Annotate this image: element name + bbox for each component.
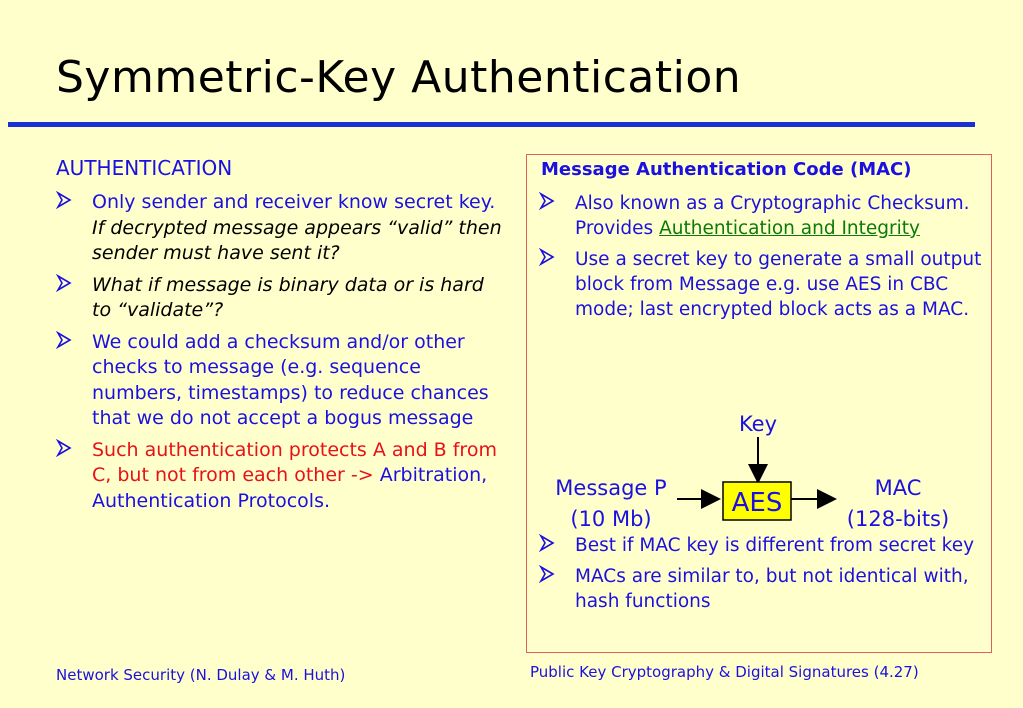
authentication-integrity-link[interactable]: Authentication and Integrity xyxy=(659,218,920,239)
message-input-label: Message P xyxy=(555,476,667,500)
bullet-text: Use a secret key to generate a small output block from Message e.g. use AES in CBC mode; last encrypted block acts as a MAC. xyxy=(575,249,982,320)
mac-bullets-bottom xyxy=(539,533,985,620)
mac-size-label: (128-bits) xyxy=(846,507,950,531)
arrowhead-bullet-icon xyxy=(539,534,555,552)
bullet-text: Also known as a Cryptographic Checksum. Provides xyxy=(575,193,970,239)
bullet-italic-text: What if message is binary data or is hard to “validate”? xyxy=(92,273,484,321)
mac-output-label: MAC xyxy=(874,476,922,500)
mac-panel xyxy=(526,154,992,653)
arrowhead-bullet-icon xyxy=(56,191,72,209)
arrowhead-bullet-icon xyxy=(56,439,72,457)
aes-label: AES xyxy=(731,488,783,518)
mac-bullet-4 xyxy=(539,564,985,614)
bullet-text: MACs are similar to, but not identical with, hash functions xyxy=(575,566,969,612)
bullet-text: Arbitration, Authentication Protocols. xyxy=(92,464,488,512)
left-column xyxy=(56,190,506,520)
left-bullet-4 xyxy=(56,438,506,515)
bullet-text: We could add a checksum and/or other checks to message (e.g. sequence numbers, timestamps) to reduce chances that we do not accept a bogus message xyxy=(92,330,489,429)
footer-slide-ref: Public Key Cryptography & Digital Signatures (4.27) xyxy=(530,663,919,681)
message-size-label: (10 Mb) xyxy=(570,507,652,531)
footer-course: Network Security (N. Dulay & M. Huth) xyxy=(56,666,346,684)
bullet-text: Best if MAC key is different from secret key xyxy=(575,535,975,556)
mac-heading: Message Authentication Code (MAC) xyxy=(541,159,912,180)
arrowhead-bullet-icon xyxy=(56,331,72,349)
title-divider xyxy=(8,122,975,127)
arrowhead-bullet-icon xyxy=(539,565,555,583)
key-label: Key xyxy=(738,412,778,436)
arrowhead-bullet-icon xyxy=(56,274,72,292)
slide-title: Symmetric-Key Authentication xyxy=(56,52,742,103)
bullet-text: Only sender and receiver know secret key. xyxy=(92,191,496,213)
bullet-red-text: Such authentication protects A and B from C, but not from each other -> xyxy=(92,438,497,486)
mac-bullet-3 xyxy=(539,533,985,558)
left-bullet-2 xyxy=(56,273,506,324)
left-heading: AUTHENTICATION xyxy=(56,156,233,180)
left-bullet-3 xyxy=(56,330,506,432)
left-bullet-1 xyxy=(56,190,506,267)
bullet-italic-text: If decrypted message appears “valid” then sender must have sent it? xyxy=(92,216,502,264)
